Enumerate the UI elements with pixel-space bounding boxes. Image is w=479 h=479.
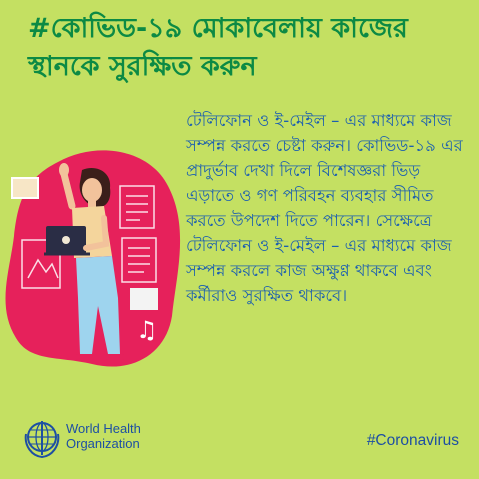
music-note-icon: ♫ bbox=[136, 316, 158, 344]
who-emblem-icon bbox=[22, 418, 62, 458]
poster-title: #কোভিড-১৯ মোকাবেলায় কাজের স্থানকে সুরক্ষিত করুন bbox=[28, 13, 408, 82]
who-name-line-2: Organization bbox=[66, 436, 140, 451]
who-name-line-1: World Health bbox=[66, 421, 141, 436]
woman-with-laptop-illustration bbox=[0, 148, 200, 380]
music-box bbox=[130, 288, 158, 310]
who-organization-name bbox=[66, 421, 141, 451]
hashtag-coronavirus: #Coronavirus bbox=[366, 432, 459, 449]
window-frame bbox=[12, 178, 38, 198]
advice-paragraph: টেলিফোন ও ই-মেইল – এর মাধ্যমে কাজ সম্পন্ন করতে চেষ্টা করুন। কোভিড-১৯ এর প্রাদুর্ভাব দেখা দিলে বিশেষজ্ঞরা ভিড় এড়াতে ও গণ পরিবহন ব্যবহার সীমিত করতে উপদেশ দিতে পারেন। সেক্ষেত্রে টেলিফোন ও ই-মেইল – এর মাধ্যমে কাজ সম্পন্ন করলে কাজ অক্ষুণ্ণ থাকবে এবং কর্মীরাও সুরক্ষিত থাকবে। bbox=[186, 111, 463, 305]
